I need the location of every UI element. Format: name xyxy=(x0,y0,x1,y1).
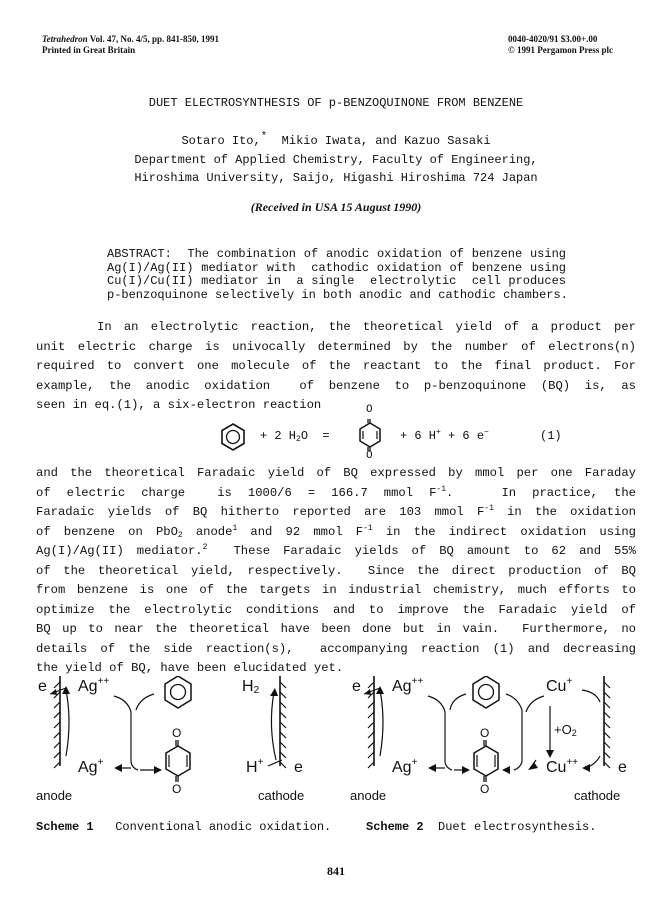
scheme-2-caption: Scheme 2 Duet electrosynthesis. xyxy=(366,820,597,834)
journal-citation: Tetrahedron Vol. 47, No. 4/5, pp. 841-850, 1991 xyxy=(42,34,219,44)
cu-i-label: Cu+ xyxy=(546,676,573,695)
anode-label: anode xyxy=(36,788,73,803)
copyright: © 1991 Pergamon Press plc xyxy=(508,45,614,55)
paragraph-faradaic xyxy=(36,464,636,679)
abstract xyxy=(107,248,566,303)
scheme-2 xyxy=(350,676,640,806)
hydrogen-label: $H_2$ xyxy=(242,678,260,696)
corresponding-asterisk: * xyxy=(260,131,268,143)
electron-label: e xyxy=(294,759,303,776)
equation-number: (1) xyxy=(540,429,562,443)
bq-top-oxygen: O xyxy=(172,726,182,740)
paper-title: DUET ELECTROSYNTHESIS OF p-BENZOQUINONE FROM BENZENE xyxy=(148,96,524,110)
proton-label: H+ xyxy=(246,757,264,776)
body-line: Faradaic yields of BQ hitherto reported are 103 mmol $F^{-1}$ in the oxidation xyxy=(36,504,636,519)
ag-ii-label: Ag++ xyxy=(392,676,424,695)
body-line: of benzene on PbO$_2$ anode$^1$ and 92 mmol $F^{-1}$ in the indirect oxidation using xyxy=(36,523,636,540)
bq-top-oxygen: O xyxy=(480,726,490,740)
body-line: of the theoretical yield, respectively. Since the direct production of BQ xyxy=(36,563,636,578)
body-line: example, the anodic oxidation of benzene to p-benzoquinone (BQ) is, as xyxy=(36,378,636,393)
body-line: Ag(I)/Ag(II) mediator.$^2$ These Faradaic yields of BQ amount to 62 and 55% xyxy=(36,543,636,558)
abstract-line: ABSTRACT: The combination of anodic oxidation of benzene using xyxy=(107,247,566,261)
bq-top-oxygen: O xyxy=(366,404,373,416)
benzene-structure xyxy=(218,422,248,452)
scheme-1 xyxy=(36,676,326,806)
affiliation-line-1: Department of Applied Chemistry, Faculty of Engineering, xyxy=(134,153,538,167)
ag-ii-label: Ag++ xyxy=(78,676,110,695)
body-line: the yield of BQ, have been elucidated yet. xyxy=(36,661,344,675)
body-line: unit electric charge is univocally determined by the number of electrons(n) xyxy=(36,339,636,354)
body-line: In an electrolytic reaction, the theoretical yield of a product per xyxy=(36,320,636,334)
bq-bottom-oxygen: O xyxy=(366,450,373,462)
paragraph-intro xyxy=(36,318,636,416)
ag-i-label: Ag+ xyxy=(78,757,104,776)
anode-label: anode xyxy=(350,788,387,803)
oxygen-label: $+O_2$ xyxy=(554,722,577,738)
body-line: optimize the electrolytic conditions and to improve the Faradaic yield of xyxy=(36,602,636,617)
authors: Sotaro Ito,* Mikio Iwata, and Kazuo Sasaki xyxy=(181,131,491,148)
abstract-line: p-benzoquinone selectively in both anodic and cathodic chambers. xyxy=(107,288,568,303)
ag-i-label: Ag+ xyxy=(392,757,418,776)
bq-bottom-oxygen: O xyxy=(480,782,490,796)
body-line: and the theoretical Faradaic yield of BQ expressed by mmol per one Faraday xyxy=(36,466,636,480)
printed-in: Printed in Great Britain xyxy=(42,45,136,55)
price-code: 0040-4020/91 $3.00+.00 xyxy=(508,34,598,44)
scheme-1-caption: Scheme 1 Conventional anodic oxidation. xyxy=(36,820,332,834)
body-line: seen in eq.(1), a six-electron reaction xyxy=(36,398,322,412)
affiliation-line-2: Hiroshima University, Saijo, Higashi Hiroshima 724 Japan xyxy=(134,171,538,185)
electron-label: e xyxy=(352,678,361,695)
received-date: (Received in USA 15 August 1990) xyxy=(250,200,422,214)
body-line: required to convert one molecule of the reactant to the final product. For xyxy=(36,359,636,373)
body-line: BQ up to near the theoretical have been done but in vain. Furthermore, no xyxy=(36,622,636,636)
page-number: 841 xyxy=(327,864,345,878)
body-line: details of the side reaction(s), accompanying reaction (1) and decreasing xyxy=(36,641,636,656)
bq-bottom-oxygen: O xyxy=(172,782,182,796)
body-line: of electric charge is 1000/6 = 166.7 mmol $F^{-1}$. In practice, the xyxy=(36,484,636,500)
cu-ii-label: Cu++ xyxy=(546,757,579,776)
equation-products: + 6 H+ + 6 e− xyxy=(400,428,489,443)
equation-water: + 2 $H_2O$ = xyxy=(260,429,330,444)
cathode-label: cathode xyxy=(258,788,305,803)
body-line: from benzene is one of the targets in industrial chemistry, much efforts to xyxy=(36,583,636,597)
cathode-label: cathode xyxy=(574,788,621,803)
electron-label: e xyxy=(38,678,47,695)
abstract-line: Cu(I)/Cu(II) mediator in a single electrolytic cell produces xyxy=(107,274,566,289)
electron-label: e xyxy=(618,759,627,776)
abstract-line: Ag(I)/Ag(II) mediator with cathodic oxidation of benzene using xyxy=(107,260,566,275)
